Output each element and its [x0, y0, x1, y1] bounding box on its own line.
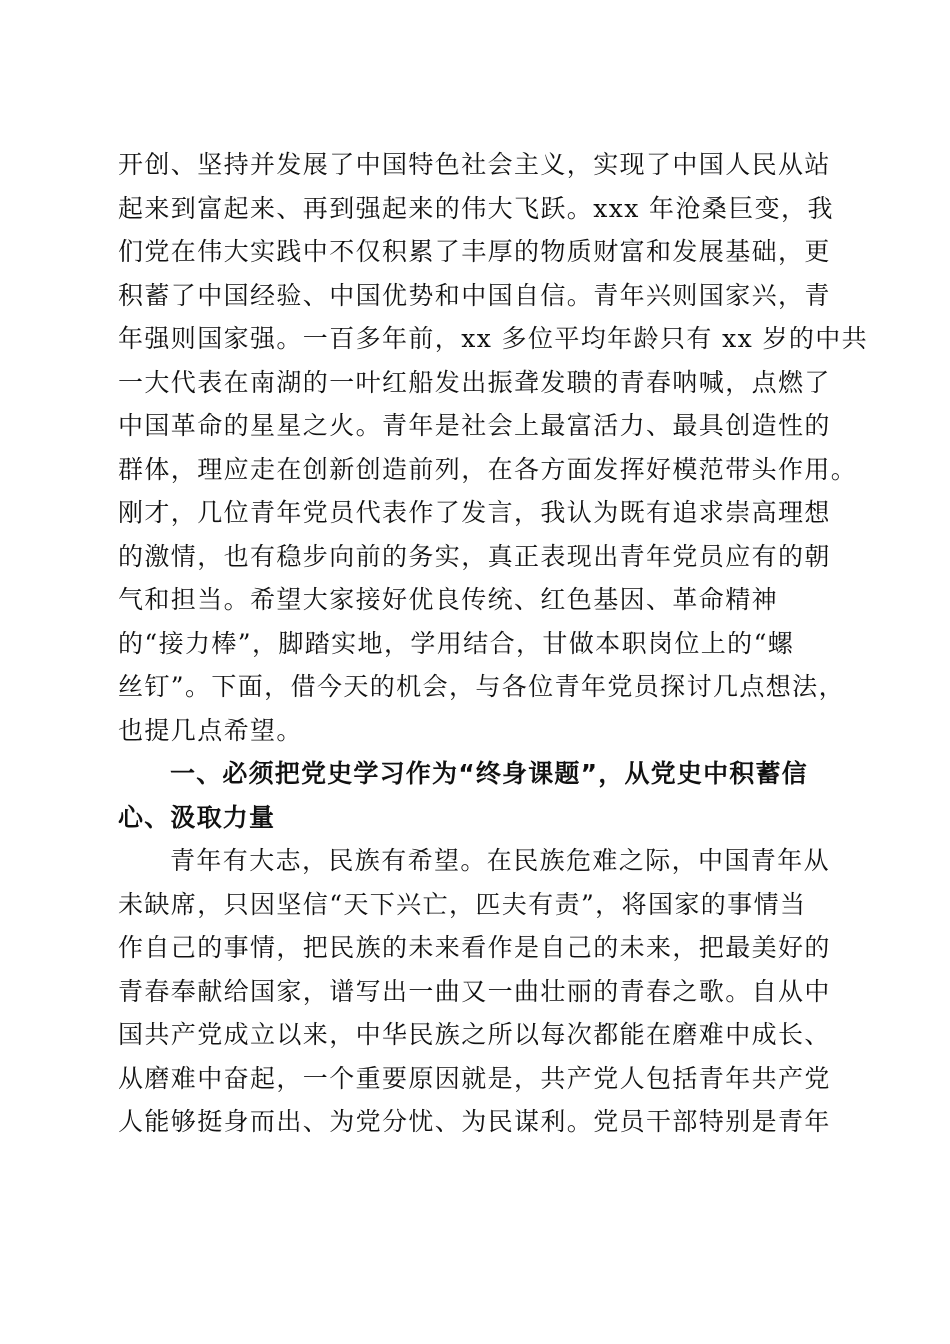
text-line: 国共产党成立以来，中华民族之所以每次都能在磨难中成长、 [118, 1020, 831, 1049]
text-line: 起来到富起来、再到强起来的伟大飞跃。xxx 年沧桑巨变，我 [118, 193, 834, 223]
section-heading-line: 一、必须把党史学习作为“终身课题”，从党史中积蓄信 [170, 759, 808, 788]
text-line: 作自己的事情，把民族的未来看作是自己的未来，把最美好的 [118, 933, 831, 962]
text-line: 开创、坚持并发展了中国特色社会主义，实现了中国人民从站 [118, 150, 831, 179]
text-line: 群体，理应走在创新创造前列，在各方面发挥好模范带头作用。 [118, 454, 858, 484]
text-line: 的“接力棒”，脚踏实地，学用结合，甘做本职岗位上的“螺 [118, 628, 795, 658]
text-line: 未缺席，只因坚信“天下兴亡，匹夫有责”，将国家的事情当 [118, 889, 807, 919]
text-line: 一大代表在南湖的一叶红船发出振聋发聩的青春呐喊，点燃了 [118, 367, 831, 397]
text-line: 刚才，几位青年党员代表作了发言，我认为既有追求崇高理想 [118, 498, 831, 527]
text-line: 从磨难中奋起，一个重要原因就是，共产党人包括青年共产党 [118, 1063, 831, 1093]
text-line: 也提几点希望。 [118, 715, 303, 745]
text-line: 的激情，也有稳步向前的务实，真正表现出青年党员应有的朝 [118, 541, 831, 571]
text-line: 年强则国家强。一百多年前，xx 多位平均年龄只有 xx 岁的中共 [118, 324, 869, 353]
text-line: 气和担当。希望大家接好优良传统、红色基因、革命精神 [118, 585, 779, 614]
paragraph-first-line: 青年有大志，民族有希望。在民族危难之际，中国青年从 [170, 846, 831, 875]
document-body [118, 143, 869, 1144]
text-line: 丝钉”。下面，借今天的机会，与各位青年党员探讨几点想法， [118, 672, 845, 701]
text-line: 们党在伟大实践中不仅积累了丰厚的物质财富和发展基础，更 [118, 237, 831, 266]
text-line: 积蓄了中国经验、中国优势和中国自信。青年兴则国家兴，青 [118, 280, 831, 310]
text-line: 中国革命的星星之火。青年是社会上最富活力、最具创造性的 [118, 411, 831, 440]
text-line: 人能够挺身而出、为党分忧、为民谋利。党员干部特别是青年 [118, 1107, 831, 1136]
section-heading-line: 心、汲取力量 [118, 802, 276, 832]
text-line: 青春奉献给国家，谱写出一曲又一曲壮丽的青春之歌。自从中 [118, 976, 831, 1006]
